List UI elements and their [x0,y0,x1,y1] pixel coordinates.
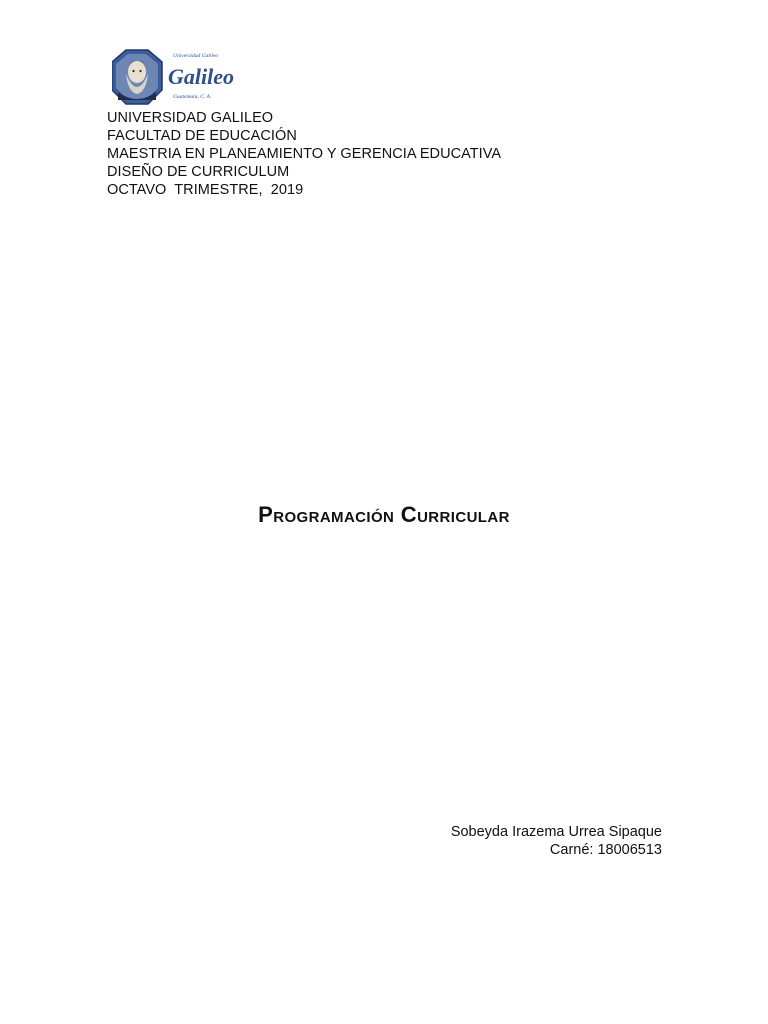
institution-header [107,109,501,199]
header-line-course: DISEÑO DE CURRICULUM [107,164,290,180]
header-line-program: MAESTRIA EN PLANEAMIENTO Y GERENCIA EDUCATIVA [107,146,502,162]
header-line-term: OCTAVO TRIMESTRE, 2019 [107,182,304,198]
university-logo [112,48,236,106]
author-carne: Carné: 18006513 [549,842,662,858]
document-title: Programación Curricular [258,502,510,527]
galileo-portrait-emblem-icon [112,48,236,106]
svg-text:Galileo: Galileo [168,64,234,89]
header-line-university: UNIVERSIDAD GALILEO [107,110,274,126]
svg-text:Universidad Galileo: Universidad Galileo [173,53,219,59]
svg-text:Guatemala, C. A.: Guatemala, C. A. [173,94,212,100]
header-line-faculty: FACULTAD DE EDUCACIÓN [107,128,297,144]
author-name: Sobeyda Irazema Urrea Sipaque [450,824,662,840]
author-info [451,823,662,859]
